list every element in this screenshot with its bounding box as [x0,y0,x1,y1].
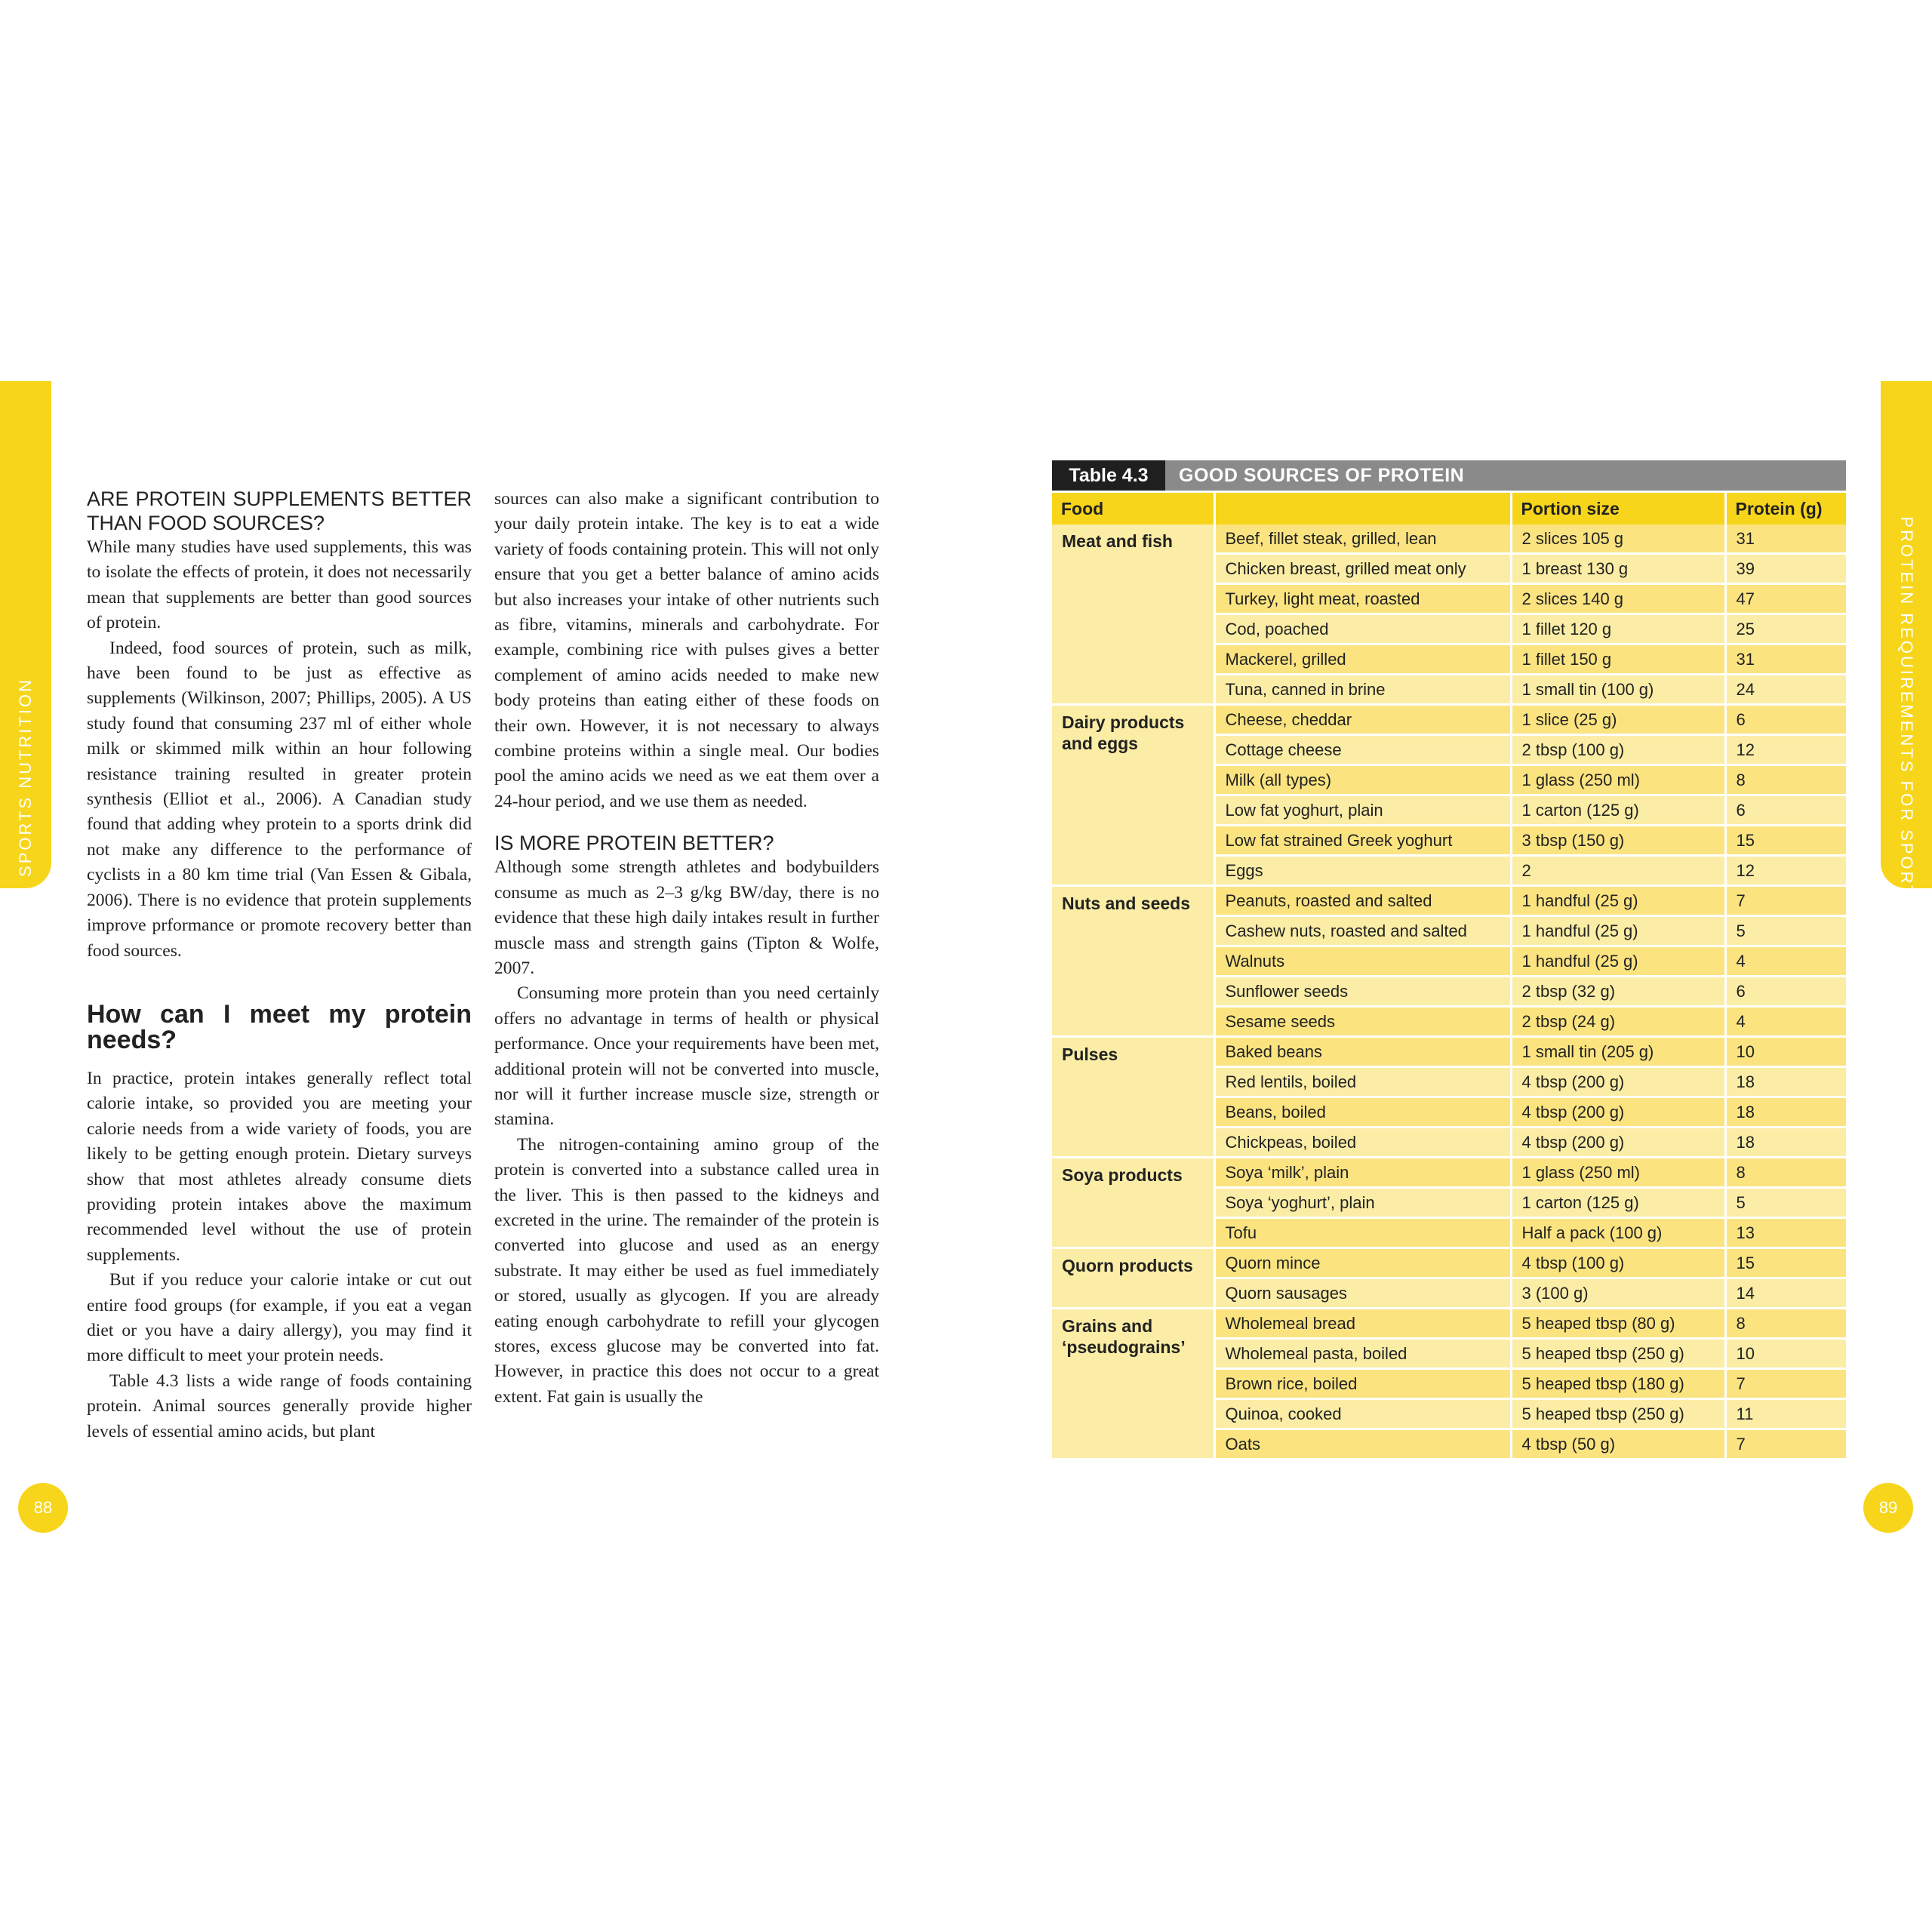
right-running-head [1881,381,1932,898]
paragraph: Indeed, food sources of protein, such as milk, have been found to be just as effective as supplements (Wilkinson, 2007; Phillips, 2005). A US study found that consuming 237 ml of either whole milk or skimmed milk within an hour following resistance training resulted in greater protein synthesis (Elliot et al., 2006). A Canadian study found that adding whey protein to a sports drink did not make any difference to the performance of cyclists in a 80 km time trial (Van Essen & Gibala, 2006). There is no evidence that protein supplements improve prformance or promote recovery better than food sources. [87,638,472,961]
food-item: Sesame seeds [1214,1007,1511,1037]
food-item: Tuna, canned in brine [1214,675,1511,705]
left-running-head [0,381,51,888]
protein-grams: 7 [1725,1369,1846,1399]
food-item: Brown rice, boiled [1214,1369,1511,1399]
portion-size: 1 glass (250 ml) [1511,765,1725,795]
food-item: Oats [1214,1429,1511,1460]
paragraph: The nitrogen-containing amino group of the protein is converted into a substance called urea in the liver. This is then passed to the kidneys and excreted in the urine. The remainder of the protein is converted into glucose and used as an energy substrate. It may either be used as fuel immediately or stored, usually as glycogen. If you are already eating enough carbohydrate to refill your glycogen stores, excess glucose may be converted into fat. However, in practice this does not occur to a great extent. Fat gain is usually the [494,1134,879,1407]
protein-grams: 25 [1725,614,1846,645]
protein-grams: 8 [1725,765,1846,795]
protein-grams: 4 [1725,946,1846,977]
text-column-1 [87,487,472,1444]
section-heading: How can I meet my protein needs? [87,999,472,1054]
right-running-head-text: PROTEIN REQUIREMENTS FOR SPORT [1897,516,1916,898]
protein-grams: 39 [1725,554,1846,584]
protein-grams: 24 [1725,675,1846,705]
food-item: Chickpeas, boiled [1214,1128,1511,1158]
food-item: Turkey, light meat, roasted [1214,584,1511,614]
protein-grams: 4 [1725,1007,1846,1037]
food-item: Red lentils, boiled [1214,1067,1511,1097]
protein-grams: 15 [1725,826,1846,856]
paragraph: Consuming more protein than you need certainly offers no advantage in terms of health or physical performance. Once your requirements have been met, additional protein will not be converted into muscle, nor will it further increase muscle size, strength or stamina. [494,983,879,1130]
protein-grams: 5 [1725,1188,1846,1218]
paragraph: While many studies have used supplements, this was to isolate the effects of protein, it does not necessarily mean that supplements are better than good sources of protein. [87,537,472,633]
protein-grams: 18 [1725,1128,1846,1158]
portion-size: 5 heaped tbsp (250 g) [1511,1339,1725,1369]
left-page-number: 88 [18,1483,68,1533]
protein-grams: 10 [1725,1037,1846,1067]
food-category: Grains and ‘pseudograins’ [1052,1309,1214,1460]
table-title: GOOD SOURCES OF PROTEIN [1165,460,1846,491]
portion-size: 5 heaped tbsp (80 g) [1511,1309,1725,1339]
portion-size: 4 tbsp (200 g) [1511,1128,1725,1158]
food-item: Soya ‘yoghurt’, plain [1214,1188,1511,1218]
protein-grams: 18 [1725,1067,1846,1097]
portion-size: 1 handful (25 g) [1511,946,1725,977]
protein-grams: 31 [1725,525,1846,554]
protein-grams: 11 [1725,1399,1846,1429]
protein-grams: 15 [1725,1248,1846,1278]
text-column-2 [494,487,879,1410]
food-item: Wholemeal bread [1214,1309,1511,1339]
food-item: Baked beans [1214,1037,1511,1067]
food-item: Cod, poached [1214,614,1511,645]
portion-size: 4 tbsp (200 g) [1511,1097,1725,1128]
food-item: Beef, fillet steak, grilled, lean [1214,525,1511,554]
table-row [1052,1248,1846,1278]
protein-grams: 12 [1725,856,1846,886]
portion-size: 1 carton (125 g) [1511,795,1725,826]
portion-size: 2 slices 140 g [1511,584,1725,614]
portion-size: 5 heaped tbsp (250 g) [1511,1399,1725,1429]
portion-size: 1 small tin (205 g) [1511,1037,1725,1067]
header-protein: Protein (g) [1725,492,1846,525]
table-row [1052,1158,1846,1188]
table-body [1052,525,1846,1460]
portion-size: 2 slices 105 g [1511,525,1725,554]
right-page-number: 89 [1863,1483,1913,1533]
food-item: Low fat strained Greek yoghurt [1214,826,1511,856]
protein-grams: 12 [1725,735,1846,765]
portion-size: 2 tbsp (100 g) [1511,735,1725,765]
portion-size: 2 tbsp (24 g) [1511,1007,1725,1037]
header-portion: Portion size [1511,492,1725,525]
paragraph: Although some strength athletes and bodybuilders consume as much as 2–3 g/kg BW/day, there is no evidence that these high daily intakes result in further muscle mass and strength gains (Tipton & Wolfe, 2007. [494,857,879,978]
table-row [1052,525,1846,554]
protein-grams: 8 [1725,1158,1846,1188]
portion-size: 1 glass (250 ml) [1511,1158,1725,1188]
protein-grams: 7 [1725,886,1846,916]
protein-grams: 18 [1725,1097,1846,1128]
protein-grams: 6 [1725,795,1846,826]
sub-heading-supplements: ARE PROTEIN SUPPLEMENTS BETTER THAN FOOD SOURCES? [87,488,472,534]
protein-grams: 8 [1725,1309,1846,1339]
portion-size: 3 tbsp (150 g) [1511,826,1725,856]
food-item: Quorn sausages [1214,1278,1511,1309]
food-item: Quorn mince [1214,1248,1511,1278]
header-food: Food [1052,492,1214,525]
food-category: Meat and fish [1052,525,1214,705]
food-item: Cashew nuts, roasted and salted [1214,916,1511,946]
food-item: Cheese, cheddar [1214,705,1511,735]
portion-size: 2 [1511,856,1725,886]
protein-grams: 14 [1725,1278,1846,1309]
portion-size: 4 tbsp (50 g) [1511,1429,1725,1460]
food-item: Soya ‘milk’, plain [1214,1158,1511,1188]
protein-grams: 10 [1725,1339,1846,1369]
table-number: Table 4.3 [1052,460,1165,491]
portion-size: 1 slice (25 g) [1511,705,1725,735]
portion-size: 5 heaped tbsp (180 g) [1511,1369,1725,1399]
portion-size: 1 handful (25 g) [1511,886,1725,916]
protein-grams: 7 [1725,1429,1846,1460]
food-item: Wholemeal pasta, boiled [1214,1339,1511,1369]
food-item: Sunflower seeds [1214,977,1511,1007]
portion-size: 2 tbsp (32 g) [1511,977,1725,1007]
portion-size: 1 fillet 120 g [1511,614,1725,645]
food-item: Peanuts, roasted and salted [1214,886,1511,916]
portion-size: 1 breast 130 g [1511,554,1725,584]
portion-size: 1 handful (25 g) [1511,916,1725,946]
protein-grams: 47 [1725,584,1846,614]
portion-size: Half a pack (100 g) [1511,1218,1725,1248]
food-item: Milk (all types) [1214,765,1511,795]
food-category: Soya products [1052,1158,1214,1248]
food-category: Quorn products [1052,1248,1214,1309]
food-item: Chicken breast, grilled meat only [1214,554,1511,584]
sub-heading-more-protein: IS MORE PROTEIN BETTER? [494,832,774,855]
food-item: Beans, boiled [1214,1097,1511,1128]
portion-size: 1 small tin (100 g) [1511,675,1725,705]
food-item: Quinoa, cooked [1214,1399,1511,1429]
header-item [1214,492,1511,525]
food-item: Eggs [1214,856,1511,886]
protein-table [1052,491,1846,1460]
table-title-bar [1052,460,1846,491]
protein-sources-table [1052,460,1846,1460]
table-row [1052,705,1846,735]
table-header-row [1052,492,1846,525]
protein-grams: 5 [1725,916,1846,946]
food-category: Pulses [1052,1037,1214,1158]
portion-size: 1 fillet 150 g [1511,645,1725,675]
food-category: Dairy products and eggs [1052,705,1214,886]
portion-size: 4 tbsp (100 g) [1511,1248,1725,1278]
protein-grams: 13 [1725,1218,1846,1248]
food-category: Nuts and seeds [1052,886,1214,1037]
food-item: Mackerel, grilled [1214,645,1511,675]
paragraph: Table 4.3 lists a wide range of foods containing protein. Animal sources generally provide higher levels of essential amino acids, but plant [87,1371,472,1441]
portion-size: 4 tbsp (200 g) [1511,1067,1725,1097]
protein-grams: 31 [1725,645,1846,675]
portion-size: 1 carton (125 g) [1511,1188,1725,1218]
paragraph: sources can also make a significant contribution to your daily protein intake. The key is to eat a wide variety of foods containing protein. This will not only ensure that you get a better balance of amino acids but also increases your intake of other nutrients such as fibre, vitamins, minerals and carbohydrate. For example, combining rice with pulses gives a better complement of amino acids needed to make new body proteins than eating either of these foods on their own. However, it is not necessary to always combine proteins within a single meal. Our bodies pool the amino acids we need as we eat them over a 24-hour period, and we use them as needed. [494,489,879,811]
table-row [1052,1037,1846,1067]
food-item: Walnuts [1214,946,1511,977]
food-item: Cottage cheese [1214,735,1511,765]
protein-grams: 6 [1725,705,1846,735]
table-row [1052,886,1846,916]
food-item: Low fat yoghurt, plain [1214,795,1511,826]
portion-size: 3 (100 g) [1511,1278,1725,1309]
table-row [1052,1309,1846,1339]
paragraph: But if you reduce your calorie intake or cut out entire food groups (for example, if you eat a vegan diet or you have a dairy allergy), you may find it more difficult to meet your protein needs. [87,1270,472,1366]
left-running-head-text: SPORTS NUTRITION [16,678,35,877]
food-item: Tofu [1214,1218,1511,1248]
paragraph: In practice, protein intakes generally reflect total calorie intake, so provided you are meeting your calorie needs from a wide variety of foods, you are likely to be getting enough protein. Dietary surveys show that most athletes already consume diets providing protein intakes above the maximum recommended level without the use of protein supplements. [87,1068,472,1265]
protein-grams: 6 [1725,977,1846,1007]
